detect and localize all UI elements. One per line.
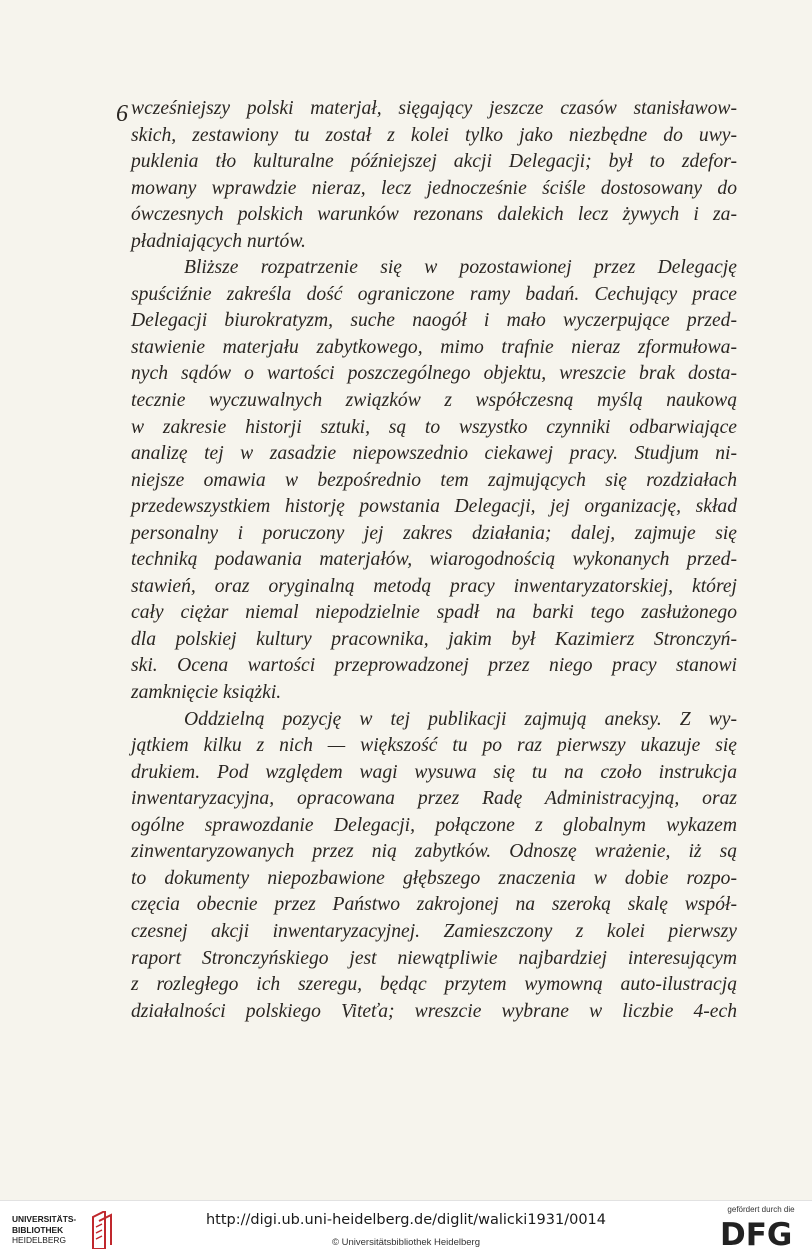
dfg-logo-icon: DFG [720,1217,793,1253]
text-line: ogólne sprawozdanie Delegacji, połączone z globalnym wykazem [131,814,737,836]
text-line: ówczesnych polskich warunków rezonans dalekich lecz żywych i za- [131,204,737,226]
body-text [131,96,737,1025]
library-logo-text: UNIVERSITÄTS- BIBLIOTHEK HEIDELBERG [12,1214,77,1245]
text-line: częcia obecnie przez Państwo zakrojonej na szeroką skalę współ- [131,894,737,916]
text-line: ski. Ocena wartości przeprowadzonej przez niego pracy stanowi [131,655,737,677]
text-line: techniką podawania materjałów, wiarogodnością wykonanych przed- [131,549,737,571]
text-line: mowany wprawdzie nieraz, lecz jednocześnie ściśle dostosowany do [131,177,737,199]
text-line: działalności polskiego Viteťa; wreszcie wybrane w liczbie 4-ech [131,1000,737,1022]
text-line: w zakresie historji sztuki, są to wszystko czynniki odbarwiające [131,416,737,438]
funder-logo[interactable] [718,1205,804,1255]
text-line: tecznie wyczuwalnych związków z współczesną myślą naukową [131,390,737,412]
text-line: czesnej akcji inwentaryzacyjnej. Zamieszczony z kolei pierwszy [131,920,737,942]
viewer-footer [0,1200,812,1259]
text-line: cały ciężar niemal niepodzielnie spadł na barki tego zasłużonego [131,602,737,624]
page-url-link[interactable]: http://digi.ub.uni-heidelberg.de/diglit/walicki1931/0014 [205,1212,607,1228]
text-line: zamknięcie książki. [131,682,282,704]
page-number: 6 [116,101,128,127]
text-line: jątkiem kilku z nich — większość tu po raz pierwszy ukazuje się [131,735,737,757]
text-line: skich, zestawiony tu został z kolei tylko jako niezbędne do uwy- [131,124,737,146]
text-line: puklenia tło kulturalne późniejszej akcji Delegacji; był to zdefor- [131,151,737,173]
text-line: to dokumenty niepozbawione głębszego znaczenia w dobie rozpo- [131,867,737,889]
text-line: inwentaryzacyjna, opracowana przez Radę Administracyjną, oraz [131,788,737,810]
text-line: Oddzielną pozycję w tej publikacji zajmują aneksy. Z wy- [184,708,737,730]
text-line: z rozległego ich szeregu, będąc przytem wymowną auto-ilustracją [131,974,737,996]
text-line: personalny i poruczony jej zakres działania; dalej, zajmuje się [131,522,737,544]
text-line: niejsze omawia w bezpośrednio tem zajmujących się rozdziałach [131,469,737,491]
text-line: stawień, oraz oryginalną metodą pracy inwentaryzatorskiej, której [131,575,737,597]
text-line: spuściźnie zakreśla dość ograniczone ramy badań. Cechujący prace [131,283,737,305]
funder-label: gefördert durch die [727,1205,795,1214]
text-line: nych sądów o wartości poszczególnego objektu, wreszcie brak dosta- [131,363,737,385]
text-line: pładniających nurtów. [131,230,306,252]
text-line: przedewszystkiem historję powstania Delegacji, jej organizację, skład [131,496,737,518]
text-line: dla polskiej kultury pracownika, jakim był Kazimierz Stronczyń- [131,628,737,650]
text-line: zinwentaryzowanych przez nią zabytków. Odnoszę wrażenie, iż są [131,841,737,863]
text-line: wcześniejszy polski materjał, sięgający jeszcze czasów stanisławow- [131,98,737,119]
text-line: Bliższe rozpatrzenie się w pozostawionej przez Delegację [184,257,737,279]
text-line: raport Stronczyńskiego jest niewątpliwie najbardziej interesującym [131,947,737,969]
copyright-text: © Universitätsbibliothek Heidelberg [332,1237,480,1248]
text-line: drukiem. Pod względem wagi wysuwa się tu na czoło instrukcja [131,761,737,783]
text-line: Delegacji biurokratyzm, suche naogół i mało wyczerpujące przed- [131,310,737,332]
text-line: stawienie materjału zabytkowego, mimo trafnie nieraz zformułowa- [131,336,737,358]
text-line: analizę tej w zasadzie niepowszednio ciekawej pracy. Studjum ni- [131,443,737,465]
